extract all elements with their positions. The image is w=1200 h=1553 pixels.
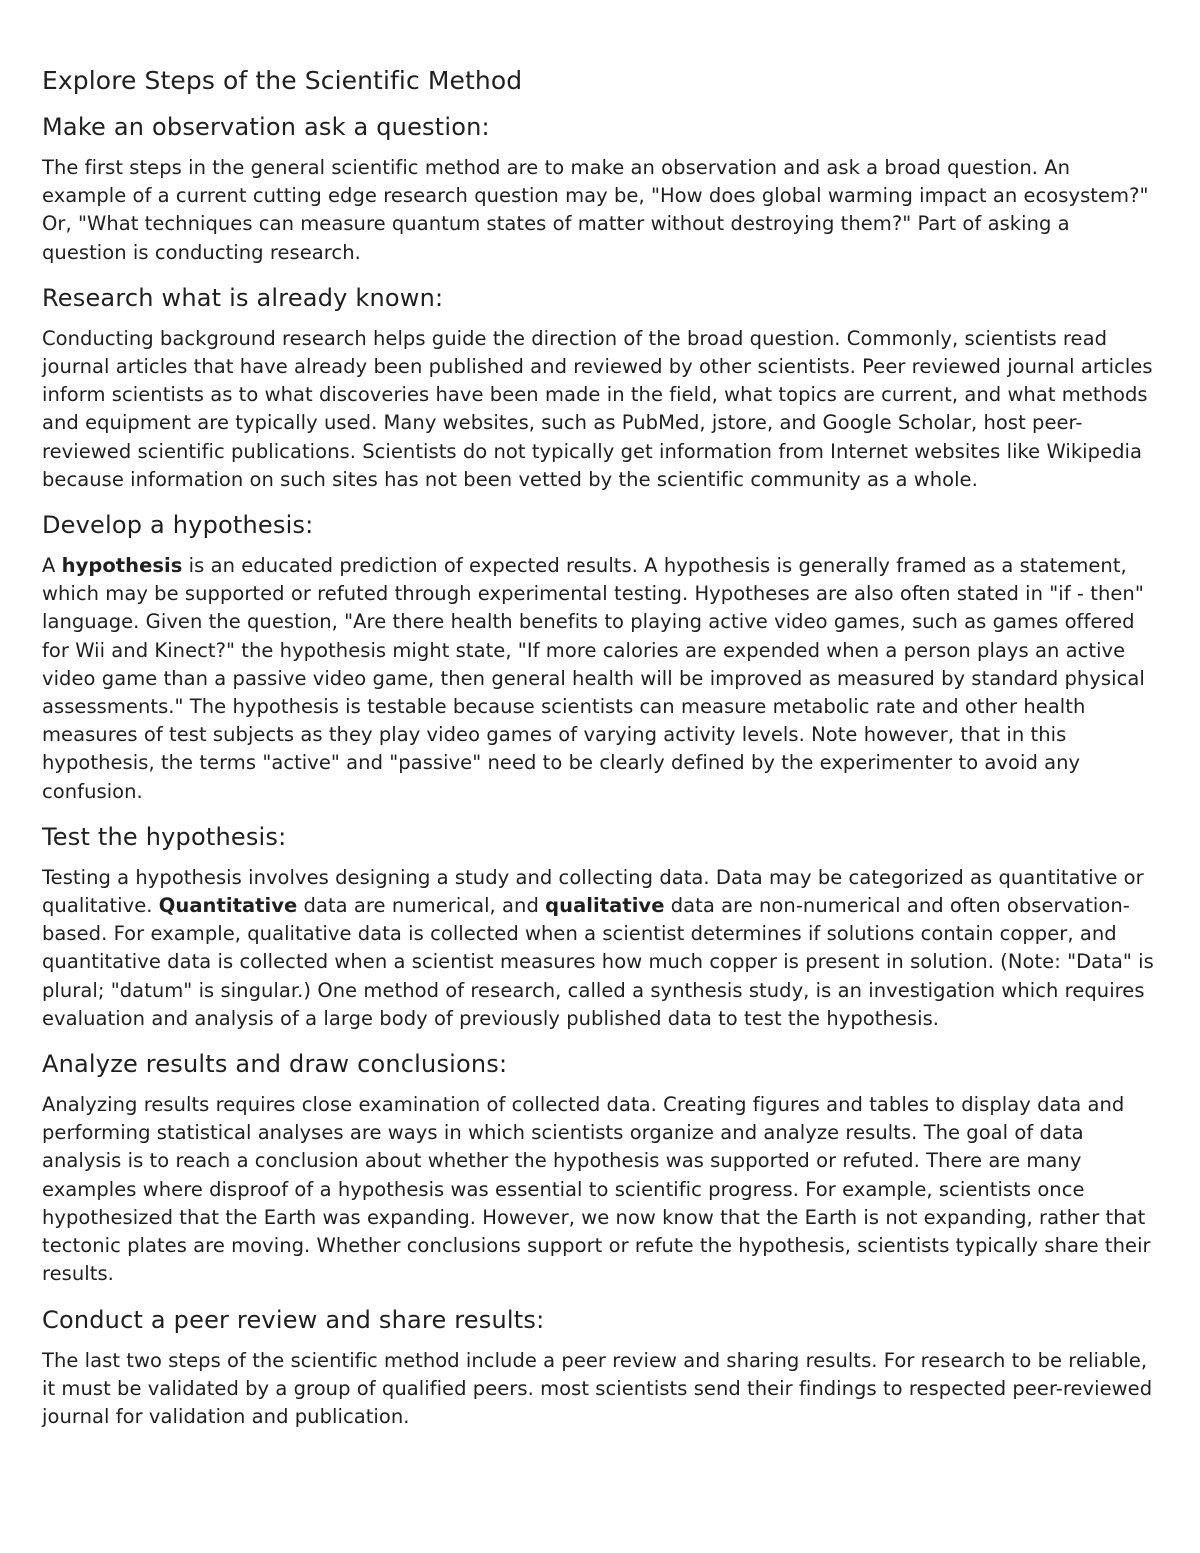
section-observation <box>42 110 1160 267</box>
paragraph-text: data are non-numerical and often observation-based. For example, qualitative data is collected when a scientist determines if solutions contain copper, and quantitative data is collected when a scientist measures how much copper is present in solution. (Note: "Data" is plural; "datum" is singular.) One method of research, called a synthesis study, is an investigation which requires evaluation and analysis of a large body of previously published data to test the hypothesis. <box>42 894 1154 1030</box>
section-paragraph <box>42 864 1160 1033</box>
section-test <box>42 820 1160 1033</box>
paragraph-text: A <box>42 554 62 578</box>
section-paragraph: Conducting background research helps guide the direction of the broad question. Commonly, scientists read journal articles that have already been published and reviewed by other scientists. Peer reviewed journal articles inform scientists as to what discoveries have been made in the field, what topics are current, and what methods and equipment are typically used. Many websites, such as PubMed, jstore, and Google Scholar, host peer-reviewed scientific publications. Scientists do not typically get information from Internet websites like Wikipedia because information on such sites has not been vetted by the scientific community as a whole. <box>42 326 1153 491</box>
page-title: Explore Steps of the Scientific Method <box>42 66 523 95</box>
section-paragraph: The last two steps of the scientific method include a peer review and sharing results. For research to be reliable, it must be validated by a group of qualified peers. most scientists send their findings to respected peer-reviewed journal for validation and publication. <box>42 1348 1153 1428</box>
bold-term-qualitative: qualitative <box>545 894 665 918</box>
section-heading: Make an observation ask a question: <box>42 113 490 141</box>
section-paragraph: The first steps in the general scientific method are to make an observation and ask a broad question. An example of a current cutting edge research question may be, "How does global warming impact an ecosystem?" Or, "What techniques can measure quantum states of matter without destroying them?" Part of asking a question is conducting research. <box>42 156 1149 264</box>
paragraph-text: Testing a hypothesis involves designing a study and collecting data. Data may be categorized as quantitative or qualitative. <box>42 865 1144 918</box>
section-analyze <box>42 1047 1160 1288</box>
section-heading: Research what is already known: <box>42 283 444 312</box>
section-paragraph <box>42 552 1160 806</box>
section-hypothesis <box>42 508 1160 806</box>
section-heading: Develop a hypothesis: <box>42 511 314 540</box>
bold-term-hypothesis: hypothesis <box>61 554 183 578</box>
section-research <box>42 281 1160 494</box>
section-heading: Test the hypothesis: <box>42 822 287 851</box>
section-paragraph: Analyzing results requires close examination of collected data. Creating figures and tables to display data and performing statistical analyses are ways in which scientists organize and analyze results. The goal of data analysis is to reach a conclusion about whether the hypothesis was supported or refuted. There are many examples where disproof of a hypothesis was essential to scientific progress. For example, scientists once hypothesized that the Earth was expanding. However, we now know that the Earth is not expanding, rather that tectonic plates are moving. Whether conclusions support or refute the hypothesis, scientists typically share their results. <box>42 1093 1151 1286</box>
section-peer-review <box>42 1303 1160 1432</box>
paragraph-text: is an educated prediction of expected results. A hypothesis is generally framed as a statement, which may be supported or refuted through experimental testing. Hypotheses are also often stated in "if - then" language. Given the question, "Are there health benefits to playing active video games, such as games offered for Wii and Kinect?" the hypothesis might state, "If more calories are expended when a person plays an active video game than a passive video game, then general health will be improved as measured by standard physical assessments." The hypothesis is testable because scientists can measure metabolic rate and other health measures of test subjects as they play video games of varying activity levels. Note however, that in this hypothesis, the terms "active" and "passive" need to be clearly defined by the experimenter to avoid any confusion. <box>42 554 1145 803</box>
section-heading: Analyze results and draw conclusions: <box>42 1050 508 1079</box>
paragraph-text: data are numerical, and <box>297 894 546 918</box>
bold-term-quantitative: Quantitative <box>158 894 298 918</box>
section-heading: Conduct a peer review and share results: <box>42 1305 545 1334</box>
